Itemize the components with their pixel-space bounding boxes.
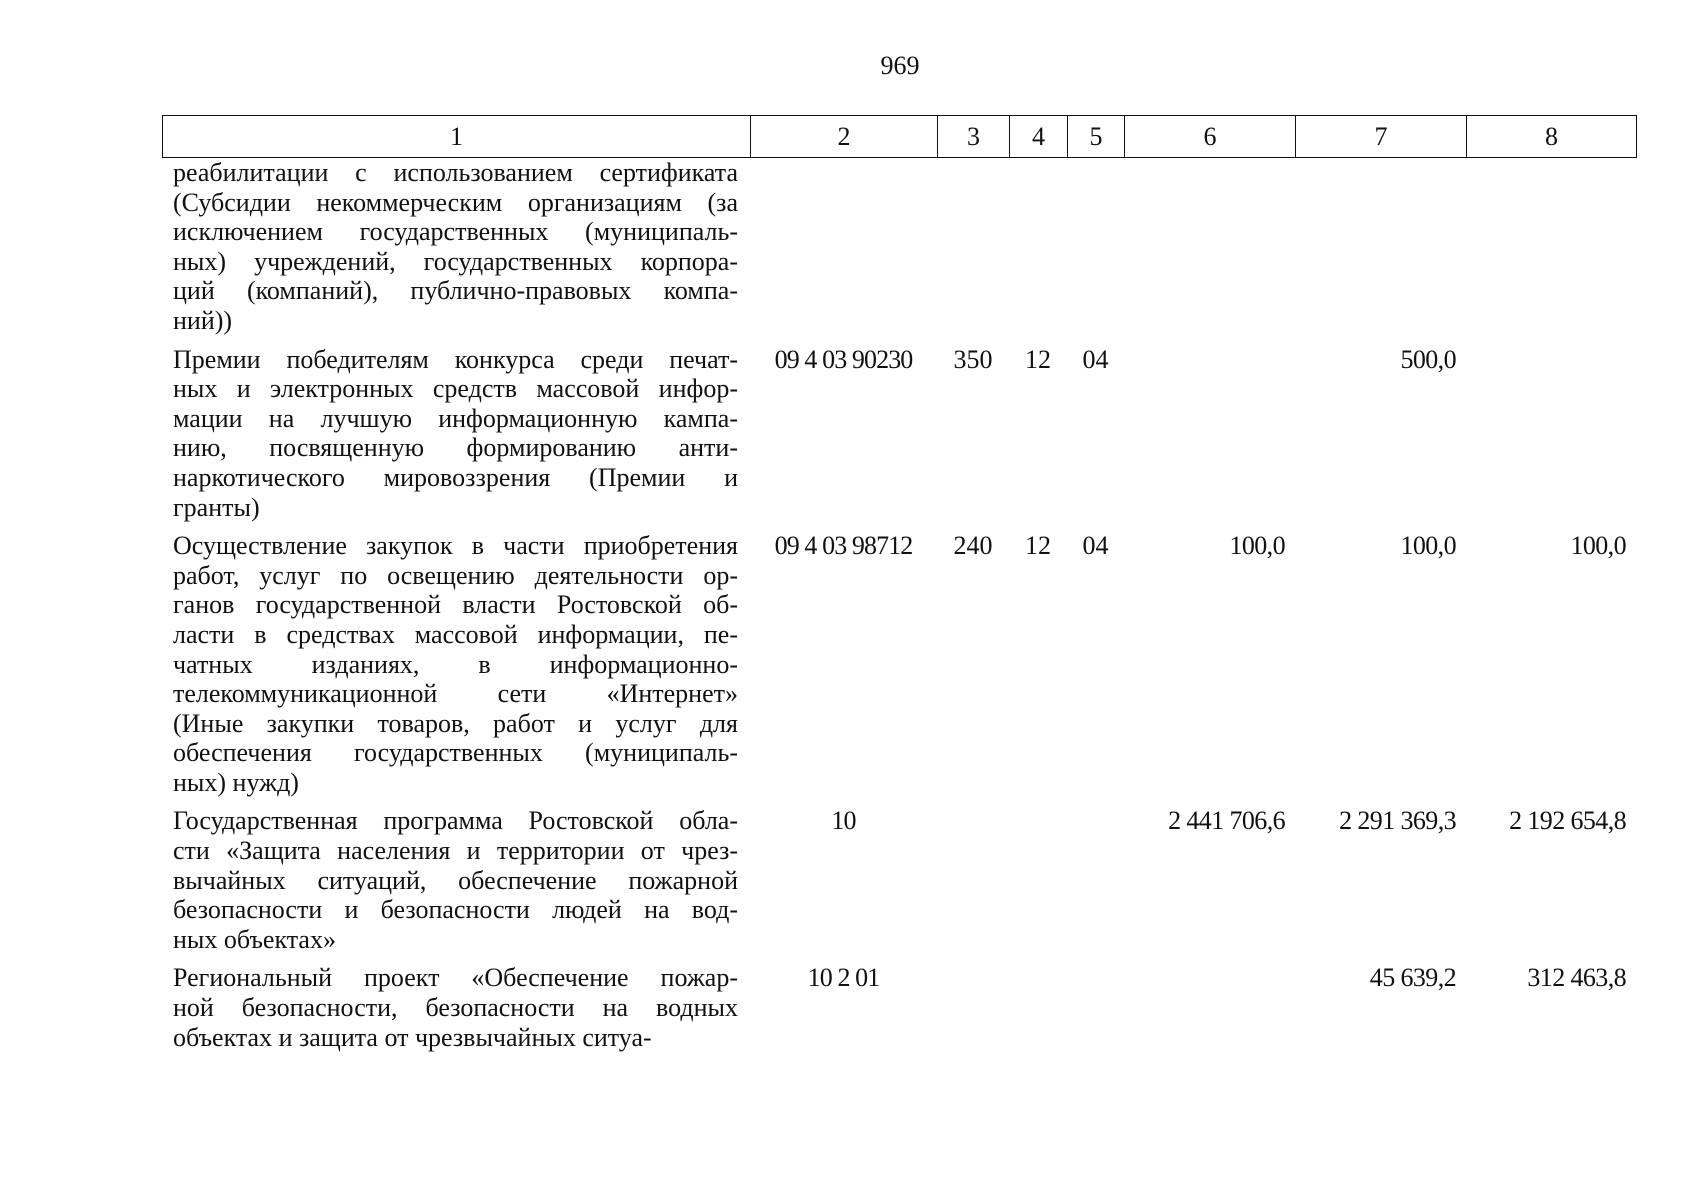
description-line: ласти в средствах массовой информации, пе- <box>173 619 738 649</box>
row-code <box>750 158 937 336</box>
row-col-6 <box>1124 158 1295 336</box>
table-row <box>162 963 1636 1052</box>
row-col-5 <box>1067 158 1124 336</box>
table-row <box>162 345 1636 523</box>
description-line: гранты) <box>173 492 260 522</box>
column-header-3: 3 <box>938 116 1010 158</box>
row-col-6: 2 441 706,6 <box>1168 806 1285 836</box>
row-description <box>162 531 750 797</box>
row-col-6 <box>1124 963 1295 1052</box>
description-line: (Субсидии некоммерческим организациям (за <box>173 187 738 217</box>
row-col-3 <box>937 806 1009 954</box>
description-line: сти «Защита населения и территории от чрез- <box>173 836 738 866</box>
description-line: ций (компаний), публично-правовых компа- <box>173 276 738 306</box>
row-code: 09 4 03 98712 <box>774 531 913 561</box>
row-description <box>162 806 750 954</box>
row-col-8: 2 192 654,8 <box>1509 806 1626 836</box>
description-line: ной безопасности, безопасности на водных <box>173 993 738 1023</box>
row-col-4 <box>1009 806 1067 954</box>
description-line: чатных изданиях, в информационно- <box>173 649 738 679</box>
table-row <box>162 531 1636 797</box>
row-description <box>162 345 750 523</box>
table-row <box>162 158 1636 336</box>
description-line: работ, услуг по освещению деятельности ор- <box>173 560 738 590</box>
description-line: ных) учреждений, государственных корпора- <box>173 246 738 276</box>
description-line: (Иные закупки товаров, работ и услуг для <box>173 708 738 738</box>
row-code: 09 4 03 90230 <box>774 344 913 374</box>
row-col-8: 100,0 <box>1570 531 1626 561</box>
description-line: объектах и защита от чрезвычайных ситуа- <box>173 1022 652 1052</box>
column-header-8: 8 <box>1467 116 1637 158</box>
header-row <box>163 116 1637 158</box>
column-header-4: 4 <box>1010 116 1068 158</box>
page-number: 969 <box>880 51 920 80</box>
description-line: телекоммуникационной сети «Интернет» <box>173 679 738 709</box>
row-col-7: 100,0 <box>1400 531 1456 561</box>
column-header-7: 7 <box>1296 116 1467 158</box>
description-line: вычайных ситуаций, обеспечение пожарной <box>173 865 738 895</box>
description-line: обеспечения государственных (муниципаль- <box>173 738 738 768</box>
row-description <box>162 158 750 336</box>
description-line: Государственная программа Ростовской обла- <box>173 806 738 836</box>
description-line: безопасности и безопасности людей на вод- <box>173 895 738 925</box>
table-row <box>162 806 1636 954</box>
table-body <box>162 158 1636 1061</box>
column-header-1: 1 <box>163 116 751 158</box>
description-line: Премии победителям конкурса среди печат- <box>173 344 738 374</box>
row-col-7: 45 639,2 <box>1369 963 1456 993</box>
description-line: реабилитации с использованием сертификата <box>173 158 738 187</box>
description-line: ных и электронных средств массовой инфор- <box>173 374 738 404</box>
column-header-6: 6 <box>1125 116 1296 158</box>
column-header-2: 2 <box>751 116 938 158</box>
description-line: исключением государственных (муниципаль- <box>173 217 738 247</box>
column-header-5: 5 <box>1068 116 1125 158</box>
row-col-7 <box>1295 158 1466 336</box>
row-col-6 <box>1124 345 1295 523</box>
row-col-4 <box>1009 963 1067 1052</box>
description-line: Осуществление закупок в части приобретения <box>173 531 738 561</box>
row-col-4 <box>1009 158 1067 336</box>
row-col-5: 04 <box>1082 344 1109 374</box>
row-col-3 <box>937 963 1009 1052</box>
row-col-5 <box>1067 806 1124 954</box>
description-line: ний)) <box>173 305 233 335</box>
row-code: 10 <box>831 806 856 836</box>
description-line: мации на лучшую информационную кампа- <box>173 403 738 433</box>
row-col-7: 500,0 <box>1400 344 1456 374</box>
row-col-5 <box>1067 963 1124 1052</box>
row-col-5: 04 <box>1082 531 1109 561</box>
row-col-4: 12 <box>1025 531 1051 561</box>
row-col-4: 12 <box>1025 344 1051 374</box>
description-line: ганов государственной власти Ростовской об- <box>173 590 738 620</box>
description-line: нию, посвященную формированию анти- <box>173 433 738 463</box>
row-code: 10 2 01 <box>807 963 880 993</box>
table-header <box>162 115 1637 158</box>
description-line: ных) нужд) <box>173 767 299 797</box>
description-line: Региональный проект «Обеспечение пожар- <box>173 963 738 993</box>
row-description <box>162 963 750 1052</box>
description-line: наркотического мировоззрения (Премии и <box>173 462 738 492</box>
row-col-8 <box>1466 345 1636 523</box>
description-line: ных объектах» <box>173 924 336 954</box>
row-col-6: 100,0 <box>1229 531 1285 561</box>
row-col-8: 312 463,8 <box>1527 963 1626 993</box>
row-col-7: 2 291 369,3 <box>1339 806 1456 836</box>
row-col-3: 350 <box>953 344 993 374</box>
row-col-3: 240 <box>953 531 993 561</box>
row-col-3 <box>937 158 1009 336</box>
row-col-8 <box>1466 158 1636 336</box>
